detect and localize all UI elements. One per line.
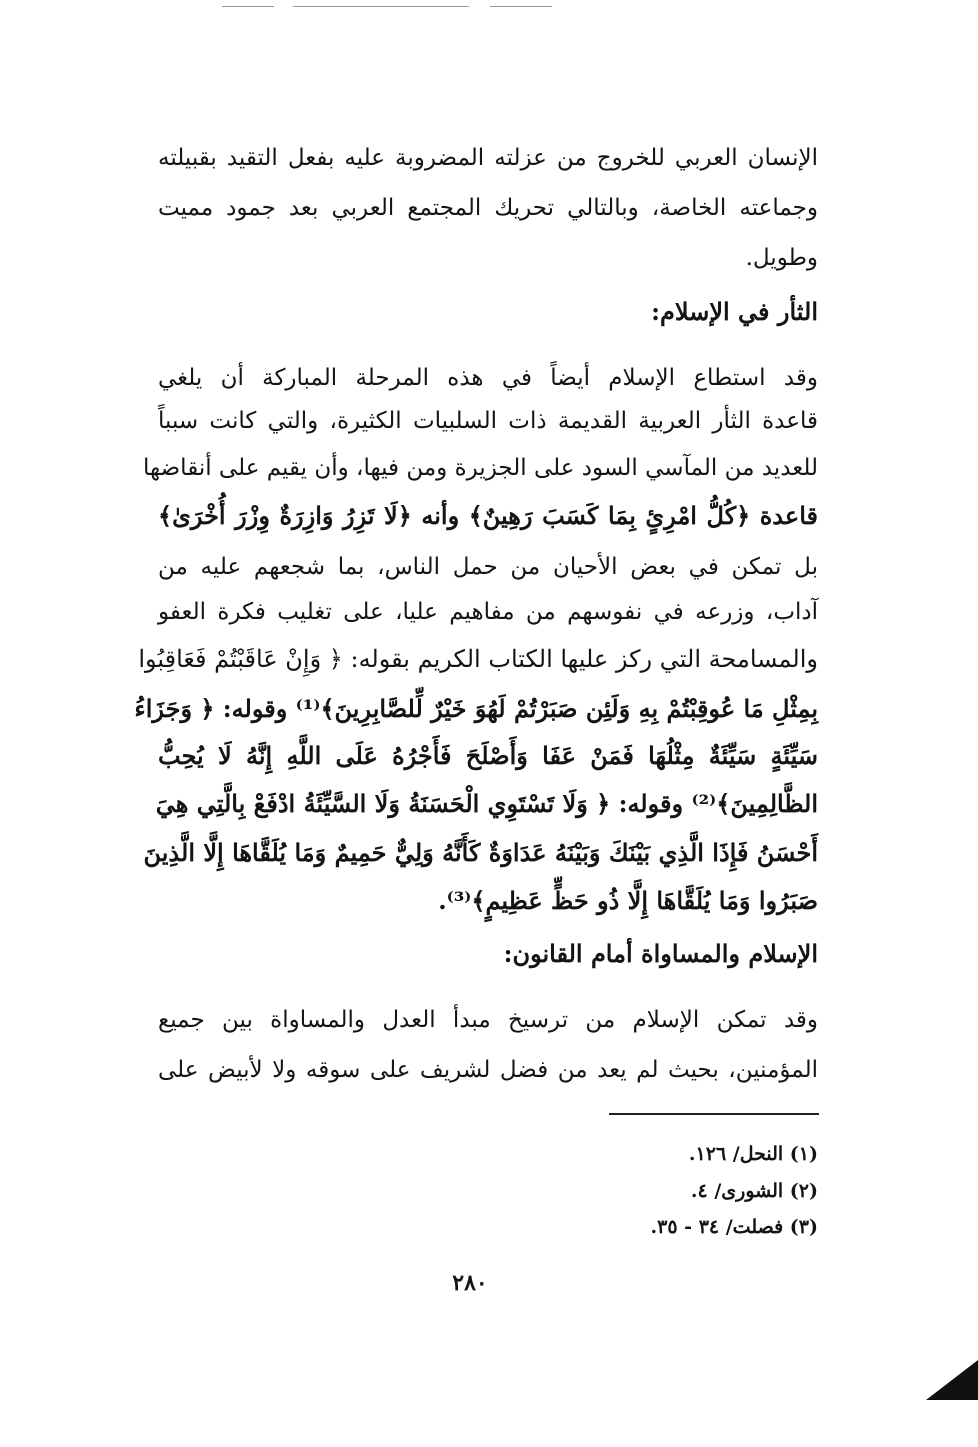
text-line-quran: أَحْسَنُ فَإِذَا الَّذِي بَيْنَكَ وَبَيْنَهُ عَدَاوَةٌ كَأَنَّهُ وَلِيٌّ حَمِيمٌ وَمَا يُلَقَّاهَا إِلَّا الَّذِينَ [143,838,818,867]
text-line: الإنسان العربي للخروج من عزلته المضروبة عليه بفعل التقيد بقبيلته [158,145,818,171]
text-line-quran: والمسامحة التي ركز عليها الكتاب الكريم بقوله: ﴿ وَإِنْ عَاقَبْتُمْ فَعَاقِبُوا [138,645,818,673]
footnote-3: (٣) فصلت/ ٣٤ - ٣٥. [650,1216,818,1238]
text-line: وجماعته الخاصة، وبالتالي تحريك المجتمع العربي بعد جمود مميت [158,195,818,221]
text-line: آداب، وزرعه في نفوسهم من مفاهيم عليا، على تغليب فكرة العفو [158,599,818,625]
section-heading-revenge: الثأر في الإسلام: [651,297,818,326]
text-line-quran: سَيِّئَةٍ سَيِّئَةٌ مِثْلُهَا فَمَنْ عَفَا وَأَصْلَحَ فَأَجْرُهُ عَلَى اللَّهِ إِنَّهُ لَا يُحِبُّ [158,741,818,770]
page-number: ٢٨٠ [452,1270,488,1296]
text-line: قاعدة الثأر العربية القديمة ذات السلبيات الكثيرة، والتي كانت سبباً [158,408,818,434]
text-line-quran: الظَّالِمِينَ﴾⁽²⁾ وقوله: ﴿ وَلَا تَسْتَوِي الْحَسَنَةُ وَلَا السَّيِّئَةُ ادْفَعْ بِالَّتِي هِيَ [155,789,818,818]
text-line-quran: صَبَرُوا وَمَا يُلَقَّاهَا إِلَّا ذُو حَظٍّ عَظِيمٍ﴾⁽³⁾. [438,886,818,915]
footnote-1: (١) النحل/ ١٢٦. [688,1143,818,1165]
text-line: بل تمكن في بعض الأحيان من حمل الناس، بما شجعهم عليه من [158,554,818,580]
text-line: وطويل. [745,245,818,271]
page-corner-mark [926,1360,978,1400]
footnote-2: (٢) الشورى/ ٤. [690,1180,818,1202]
text-line-quran: بِمِثْلِ مَا عُوقِبْتُمْ بِهِ وَلَئِن صَبَرْتُمْ لَهُوَ خَيْرٌ لِّلصَّابِرِينَ﴾⁽¹⁾ وقوله: ﴿ وَجَزَاءُ [134,694,818,723]
section-heading-equality: الإسلام والمساواة أمام القانون: [503,939,818,968]
text-line: للعديد من المآسي السود على الجزيرة ومن فيها، وأن يقيم على أنقاضها [143,455,818,481]
text-line: المؤمنين، بحيث لم يعد من فضل لشريف على سوقه ولا لأبيض على [158,1057,818,1083]
top-rule-2 [293,6,469,7]
text-line: وقد تمكن الإسلام من ترسيخ مبدأ العدل والمساواة بين جميع [158,1007,818,1033]
top-rule-3 [490,6,552,7]
footnote-separator [609,1113,819,1115]
text-line: وقد استطاع الإسلام أيضاً في هذه المرحلة المباركة أن يلغي [158,365,818,391]
text-line-quran: قاعدة ﴿كُلُّ امْرِئٍ بِمَا كَسَبَ رَهِينٌ﴾ وأنه ﴿لَا تَزِرُ وَازِرَةٌ وِزْرَ أُخْرَىٰ﴾ [158,501,818,530]
top-rule-1 [222,6,274,7]
